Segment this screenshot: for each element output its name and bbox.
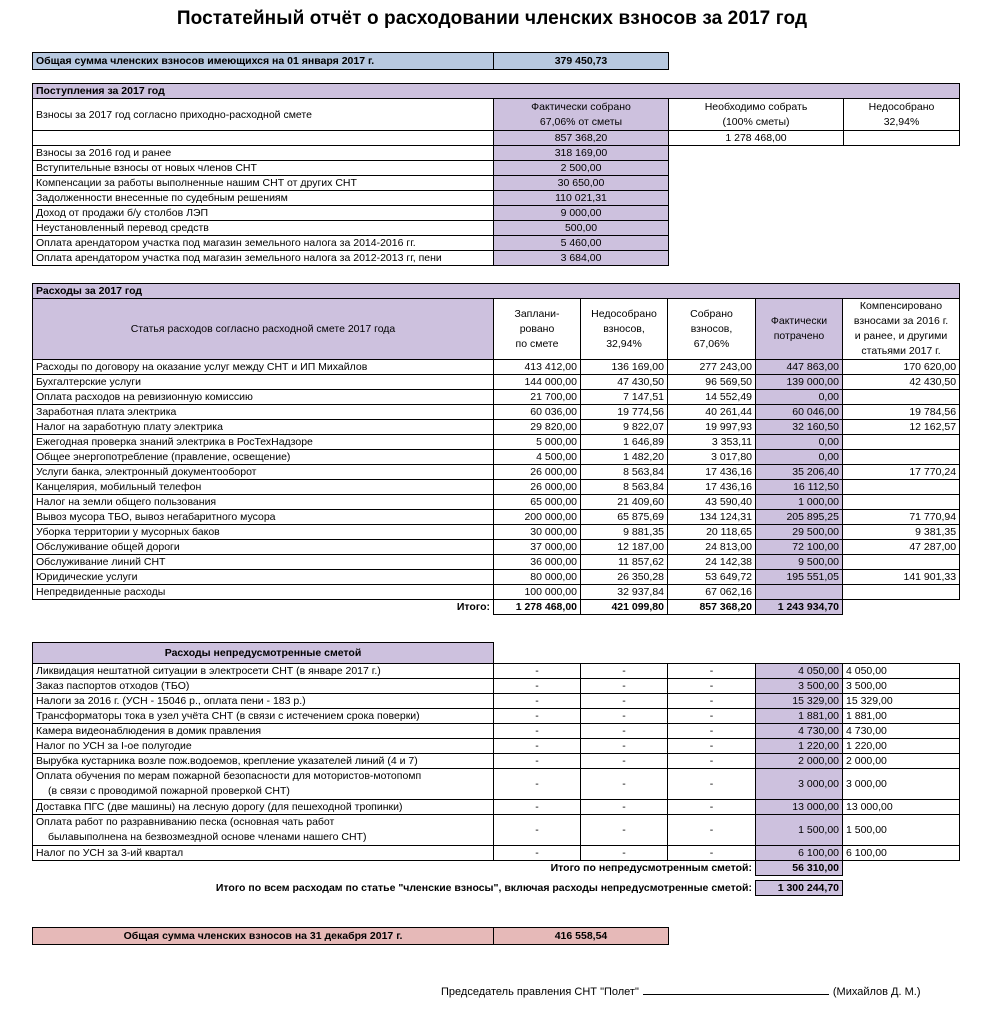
unforeseen-dash-2: - xyxy=(581,739,668,754)
unforeseen-label-line2: былавыполнена на безвозмездной основе членами нашего СНТ) xyxy=(48,831,367,843)
unforeseen-spent: 15 329,00 xyxy=(756,694,843,709)
expense-spent: 139 000,00 xyxy=(756,375,843,390)
expense-compensated: 19 784,56 xyxy=(843,405,960,420)
income-row xyxy=(33,146,960,161)
unforeseen-dash-1: - xyxy=(494,769,581,800)
expenses-header: Расходы за 2017 год xyxy=(33,284,960,299)
expense-planned: 80 000,00 xyxy=(494,570,581,585)
expense-planned: 36 000,00 xyxy=(494,555,581,570)
opening-balance-label: Общая сумма членских взносов имеющихся на 01 января 2017 г. xyxy=(33,53,494,70)
expense-collected: 3 017,80 xyxy=(668,450,756,465)
expense-uncollected: 26 350,28 xyxy=(581,570,668,585)
expense-compensated xyxy=(843,450,960,465)
expense-spent: 72 100,00 xyxy=(756,540,843,555)
expense-label: Уборка территории у мусорных баков xyxy=(33,525,494,540)
unforeseen-row xyxy=(33,815,960,846)
expense-uncollected: 21 409,60 xyxy=(581,495,668,510)
unforeseen-dash-3: - xyxy=(668,800,756,815)
expense-row xyxy=(33,420,960,435)
expense-planned: 65 000,00 xyxy=(494,495,581,510)
unforeseen-dash-1: - xyxy=(494,800,581,815)
unforeseen-dash-2: - xyxy=(581,846,668,861)
closing-balance-label: Общая сумма членских взносов на 31 декабря 2017 г. xyxy=(33,928,494,945)
expense-planned: 37 000,00 xyxy=(494,540,581,555)
unforeseen-label-line1: Камера видеонаблюдения в домик правления xyxy=(36,725,262,737)
income-row-label: Доход от продажи б/у столбов ЛЭП xyxy=(33,206,494,221)
signature-blank xyxy=(643,994,829,995)
expense-row xyxy=(33,585,960,600)
expense-row xyxy=(33,465,960,480)
unforeseen-spent: 2 000,00 xyxy=(756,754,843,769)
expense-row xyxy=(33,495,960,510)
expense-compensated: 141 901,33 xyxy=(843,570,960,585)
expense-compensated: 42 430,50 xyxy=(843,375,960,390)
closing-balance-table xyxy=(32,927,669,945)
expense-collected: 277 243,00 xyxy=(668,360,756,375)
income-row xyxy=(33,191,960,206)
expense-spent: 9 500,00 xyxy=(756,555,843,570)
unforeseen-row xyxy=(33,800,960,815)
unforeseen-dash-2: - xyxy=(581,769,668,800)
expense-spent: 205 895,25 xyxy=(756,510,843,525)
income-uncollected-header: Недособрано 32,94% xyxy=(844,99,960,131)
unforeseen-dash-3: - xyxy=(668,664,756,679)
unforeseen-label-line2: (в связи с проводимой пожарной проверкой СНТ) xyxy=(48,785,290,797)
expense-collected: 17 436,16 xyxy=(668,480,756,495)
expense-spent: 447 863,00 xyxy=(756,360,843,375)
expense-spent: 0,00 xyxy=(756,450,843,465)
expense-spent xyxy=(756,585,843,600)
expense-uncollected: 12 187,00 xyxy=(581,540,668,555)
expense-spent: 16 112,50 xyxy=(756,480,843,495)
unforeseen-row xyxy=(33,664,960,679)
expense-compensated xyxy=(843,495,960,510)
unforeseen-compensated: 13 000,00 xyxy=(843,800,960,815)
expense-collected: 14 552,49 xyxy=(668,390,756,405)
income-row-value: 30 650,00 xyxy=(494,176,669,191)
unforeseen-label xyxy=(33,709,494,724)
unforeseen-row xyxy=(33,846,960,861)
expense-row xyxy=(33,540,960,555)
income-row-value: 500,00 xyxy=(494,221,669,236)
expenses-col-article: Статья расходов согласно расходной смете 2017 года xyxy=(33,299,494,360)
expense-uncollected: 32 937,84 xyxy=(581,585,668,600)
expense-compensated xyxy=(843,585,960,600)
unforeseen-dash-3: - xyxy=(668,754,756,769)
expense-collected: 53 649,72 xyxy=(668,570,756,585)
expense-row xyxy=(33,510,960,525)
closing-balance-value: 416 558,54 xyxy=(494,928,669,945)
unforeseen-label xyxy=(33,815,494,846)
expense-uncollected: 8 563,84 xyxy=(581,465,668,480)
unforeseen-dash-3: - xyxy=(668,815,756,846)
expense-row xyxy=(33,390,960,405)
expense-label: Вывоз мусора ТБО, вывоз негабаритного мусора xyxy=(33,510,494,525)
expenses-total-label: Итого: xyxy=(456,601,490,614)
expense-spent: 32 160,50 xyxy=(756,420,843,435)
unforeseen-label-line1: Трансформаторы тока в узел учёта СНТ (в связи с истечением срока поверки) xyxy=(36,710,420,722)
expense-collected: 40 261,44 xyxy=(668,405,756,420)
unforeseen-dash-3: - xyxy=(668,724,756,739)
unforeseen-label xyxy=(33,800,494,815)
income-row xyxy=(33,236,960,251)
page-title: Постатейный отчёт о расходовании членских взносов за 2017 год xyxy=(176,8,808,29)
income-row-value: 5 460,00 xyxy=(494,236,669,251)
unforeseen-compensated: 6 100,00 xyxy=(843,846,960,861)
unforeseen-spent: 3 000,00 xyxy=(756,769,843,800)
expense-planned: 26 000,00 xyxy=(494,465,581,480)
unforeseen-label-line1: Заказ паспортов отходов (ТБО) xyxy=(36,680,190,692)
income-table xyxy=(32,83,960,266)
signature-name: (Михайлов Д. М.) xyxy=(832,986,921,998)
expense-label: Ежегодная проверка знаний электрика в РосТехНадзоре xyxy=(33,435,494,450)
expense-label: Бухгалтерские услуги xyxy=(33,375,494,390)
expense-uncollected: 9 822,07 xyxy=(581,420,668,435)
income-row-label: Неустановленный перевод средств xyxy=(33,221,494,236)
expense-planned: 60 036,00 xyxy=(494,405,581,420)
expense-collected: 67 062,16 xyxy=(668,585,756,600)
unforeseen-dash-1: - xyxy=(494,724,581,739)
expense-compensated xyxy=(843,435,960,450)
income-main-required: 1 278 468,00 xyxy=(669,131,844,146)
income-row xyxy=(33,176,960,191)
expenses-total-spent: 1 243 934,70 xyxy=(756,600,843,615)
expense-row xyxy=(33,375,960,390)
expense-uncollected: 11 857,62 xyxy=(581,555,668,570)
expenses-total-collected: 857 368,20 xyxy=(668,600,756,615)
unforeseen-label xyxy=(33,724,494,739)
expense-spent: 1 000,00 xyxy=(756,495,843,510)
unforeseen-compensated: 1 500,00 xyxy=(843,815,960,846)
expense-label: Непредвиденные расходы xyxy=(33,585,494,600)
unforeseen-dash-1: - xyxy=(494,664,581,679)
unforeseen-label xyxy=(33,846,494,861)
unforeseen-compensated: 3 000,00 xyxy=(843,769,960,800)
expenses-col-collected: Собрано взносов, 67,06% xyxy=(668,299,756,360)
unforeseen-dash-1: - xyxy=(494,709,581,724)
expense-label: Общее энергопотребление (правление, освещение) xyxy=(33,450,494,465)
unforeseen-dash-2: - xyxy=(581,694,668,709)
expense-label: Налог на земли общего пользования xyxy=(33,495,494,510)
unforeseen-label-line1: Налоги за 2016 г. (УСН - 15046 р., оплата пени - 183 р.) xyxy=(36,695,306,707)
unforeseen-dash-1: - xyxy=(494,815,581,846)
opening-balance-value: 379 450,73 xyxy=(494,53,669,70)
expenses-total-planned: 1 278 468,00 xyxy=(494,600,581,615)
unforeseen-label-line1: Доставка ПГС (две машины) на лесную дорогу (для пешеходной тропинки) xyxy=(36,801,403,813)
expense-collected: 17 436,16 xyxy=(668,465,756,480)
expense-collected: 43 590,40 xyxy=(668,495,756,510)
unforeseen-compensated: 2 000,00 xyxy=(843,754,960,769)
unforeseen-dash-1: - xyxy=(494,679,581,694)
unforeseen-dash-2: - xyxy=(581,815,668,846)
expense-planned: 200 000,00 xyxy=(494,510,581,525)
expense-planned: 26 000,00 xyxy=(494,480,581,495)
expense-label: Канцелярия, мобильный телефон xyxy=(33,480,494,495)
income-row-label: Взносы за 2016 год и ранее xyxy=(33,146,494,161)
expense-uncollected: 9 881,35 xyxy=(581,525,668,540)
unforeseen-spent: 13 000,00 xyxy=(756,800,843,815)
expense-planned: 21 700,00 xyxy=(494,390,581,405)
income-row xyxy=(33,221,960,236)
grand-total-label: Итого по всем расходам по статье "членские взносы", включая расходы непредусмотренные сметой: xyxy=(215,882,752,894)
unforeseen-compensated: 4 050,00 xyxy=(843,664,960,679)
income-row-label: Вступительные взносы от новых членов СНТ xyxy=(33,161,494,176)
unforeseen-table xyxy=(32,642,960,896)
expenses-col-planned: Заплани- ровано по смете xyxy=(494,299,581,360)
expenses-col-spent: Фактически потрачено xyxy=(756,299,843,360)
expense-collected: 134 124,31 xyxy=(668,510,756,525)
expense-compensated: 12 162,57 xyxy=(843,420,960,435)
expense-uncollected: 8 563,84 xyxy=(581,480,668,495)
unforeseen-dash-3: - xyxy=(668,679,756,694)
unforeseen-row xyxy=(33,724,960,739)
income-row-value: 318 169,00 xyxy=(494,146,669,161)
expense-compensated: 170 620,00 xyxy=(843,360,960,375)
unforeseen-header: Расходы непредусмотренные сметой xyxy=(33,643,494,664)
expense-spent: 60 046,00 xyxy=(756,405,843,420)
expenses-col-compensated: Компенсировано взносами за 2016 г. и ранее, и другими статьями 2017 г. xyxy=(843,299,960,360)
expense-uncollected: 19 774,56 xyxy=(581,405,668,420)
income-main-collected: 857 368,20 xyxy=(494,131,669,146)
expense-spent: 0,00 xyxy=(756,390,843,405)
grand-total-value: 1 300 244,70 xyxy=(756,881,843,896)
unforeseen-row xyxy=(33,769,960,800)
unforeseen-row xyxy=(33,709,960,724)
unforeseen-label-line1: Ликвидация нештатной ситуации в электросети СНТ (в январе 2017 г.) xyxy=(36,665,381,677)
income-required-header: Необходимо собрать (100% сметы) xyxy=(669,99,844,131)
unforeseen-spent: 4 730,00 xyxy=(756,724,843,739)
unforeseen-dash-2: - xyxy=(581,800,668,815)
income-collected-header: Фактически собрано 67,06% от сметы xyxy=(494,99,669,131)
unforeseen-dash-3: - xyxy=(668,739,756,754)
income-row xyxy=(33,206,960,221)
unforeseen-label-line1: Налог по УСН за I-ое полугодие xyxy=(36,740,192,752)
expense-label: Заработная плата электрика xyxy=(33,405,494,420)
unforeseen-spent: 4 050,00 xyxy=(756,664,843,679)
unforeseen-label xyxy=(33,664,494,679)
unforeseen-spent: 1 881,00 xyxy=(756,709,843,724)
income-row-label: Оплата арендатором участка под магазин земельного налога за 2012-2013 гг, пени xyxy=(33,251,494,266)
expense-compensated: 47 287,00 xyxy=(843,540,960,555)
expense-planned: 5 000,00 xyxy=(494,435,581,450)
expense-compensated: 9 381,35 xyxy=(843,525,960,540)
expense-spent: 0,00 xyxy=(756,435,843,450)
unforeseen-dash-2: - xyxy=(581,664,668,679)
expense-compensated xyxy=(843,480,960,495)
unforeseen-spent: 3 500,00 xyxy=(756,679,843,694)
expense-collected: 19 997,93 xyxy=(668,420,756,435)
unforeseen-row xyxy=(33,679,960,694)
unforeseen-label-line1: Вырубка кустарника возле пож.водоемов, крепление указателей линий (4 и 7) xyxy=(36,755,418,767)
unforeseen-spent: 1 220,00 xyxy=(756,739,843,754)
opening-balance-table xyxy=(32,52,669,70)
unforeseen-label xyxy=(33,694,494,709)
unforeseen-row xyxy=(33,694,960,709)
expense-spent: 195 551,05 xyxy=(756,570,843,585)
income-row-value: 2 500,00 xyxy=(494,161,669,176)
unforeseen-dash-3: - xyxy=(668,846,756,861)
unforeseen-dash-3: - xyxy=(668,769,756,800)
expense-row xyxy=(33,555,960,570)
expense-uncollected: 47 430,50 xyxy=(581,375,668,390)
expenses-table xyxy=(32,283,960,615)
unforeseen-dash-1: - xyxy=(494,846,581,861)
expense-planned: 100 000,00 xyxy=(494,585,581,600)
expense-collected: 24 142,38 xyxy=(668,555,756,570)
unforeseen-total-value: 56 310,00 xyxy=(756,861,843,876)
unforeseen-row xyxy=(33,754,960,769)
expense-collected: 20 118,65 xyxy=(668,525,756,540)
unforeseen-label xyxy=(33,754,494,769)
unforeseen-compensated: 1 220,00 xyxy=(843,739,960,754)
income-header: Поступления за 2017 год xyxy=(33,84,960,99)
unforeseen-dash-2: - xyxy=(581,709,668,724)
expense-label: Обслуживание линий СНТ xyxy=(33,555,494,570)
income-row xyxy=(33,251,960,266)
income-row-value: 9 000,00 xyxy=(494,206,669,221)
unforeseen-dash-3: - xyxy=(668,694,756,709)
unforeseen-spent: 1 500,00 xyxy=(756,815,843,846)
expense-planned: 30 000,00 xyxy=(494,525,581,540)
unforeseen-label-line1: Оплата работ по разравниванию песка (основная чать работ xyxy=(36,816,335,828)
expense-uncollected: 1 482,20 xyxy=(581,450,668,465)
expense-row xyxy=(33,450,960,465)
unforeseen-row xyxy=(33,739,960,754)
expense-planned: 4 500,00 xyxy=(494,450,581,465)
signature-prefix: Председатель правления СНТ "Полет" xyxy=(441,986,639,998)
expense-label: Услуги банка, электронный документооборот xyxy=(33,465,494,480)
expense-label: Юридические услуги xyxy=(33,570,494,585)
unforeseen-total-label: Итого по непредусмотренным сметой: xyxy=(550,862,752,875)
signature-line xyxy=(441,986,921,998)
expense-compensated xyxy=(843,390,960,405)
unforeseen-dash-2: - xyxy=(581,679,668,694)
expense-compensated: 71 770,94 xyxy=(843,510,960,525)
income-main-label: Взносы за 2017 год согласно приходно-расходной смете xyxy=(33,99,494,131)
unforeseen-spent: 6 100,00 xyxy=(756,846,843,861)
income-row-label: Оплата арендатором участка под магазин земельного налога за 2014-2016 гг. xyxy=(33,236,494,251)
expense-planned: 144 000,00 xyxy=(494,375,581,390)
expense-row xyxy=(33,480,960,495)
income-row-label: Компенсации за работы выполненные нашим СНТ от других СНТ xyxy=(33,176,494,191)
expense-collected: 96 569,50 xyxy=(668,375,756,390)
unforeseen-label-line1: Оплата обучения по мерам пожарной безопасности для мотористов-мотопомп xyxy=(36,770,422,782)
expense-label: Обслуживание общей дороги xyxy=(33,540,494,555)
expenses-col-uncollected: Недособрано взносов, 32,94% xyxy=(581,299,668,360)
unforeseen-compensated: 1 881,00 xyxy=(843,709,960,724)
income-row-label: Задолженности внесенные по судебным решениям xyxy=(33,191,494,206)
expense-row xyxy=(33,435,960,450)
expense-uncollected: 1 646,89 xyxy=(581,435,668,450)
expense-collected: 3 353,11 xyxy=(668,435,756,450)
expense-planned: 29 820,00 xyxy=(494,420,581,435)
expense-uncollected: 65 875,69 xyxy=(581,510,668,525)
unforeseen-label xyxy=(33,769,494,800)
expense-uncollected: 136 169,00 xyxy=(581,360,668,375)
expense-label: Налог на заработную плату электрика xyxy=(33,420,494,435)
unforeseen-label xyxy=(33,739,494,754)
expense-collected: 24 813,00 xyxy=(668,540,756,555)
expense-compensated: 17 770,24 xyxy=(843,465,960,480)
unforeseen-dash-2: - xyxy=(581,724,668,739)
expense-planned: 413 412,00 xyxy=(494,360,581,375)
unforeseen-dash-1: - xyxy=(494,754,581,769)
expenses-total-uncollected: 421 099,80 xyxy=(581,600,668,615)
expense-row xyxy=(33,570,960,585)
unforeseen-dash-1: - xyxy=(494,739,581,754)
expense-spent: 29 500,00 xyxy=(756,525,843,540)
unforeseen-label-line1: Налог по УСН за 3-ий квартал xyxy=(36,847,184,859)
unforeseen-label xyxy=(33,679,494,694)
unforeseen-compensated: 4 730,00 xyxy=(843,724,960,739)
expense-row xyxy=(33,405,960,420)
unforeseen-compensated: 15 329,00 xyxy=(843,694,960,709)
unforeseen-dash-2: - xyxy=(581,754,668,769)
expense-label: Расходы по договору на оказание услуг между СНТ и ИП Михайлов xyxy=(33,360,494,375)
unforeseen-dash-1: - xyxy=(494,694,581,709)
income-row-value: 110 021,31 xyxy=(494,191,669,206)
income-row-value: 3 684,00 xyxy=(494,251,669,266)
expense-row xyxy=(33,525,960,540)
unforeseen-dash-3: - xyxy=(668,709,756,724)
expense-row xyxy=(33,360,960,375)
unforeseen-compensated: 3 500,00 xyxy=(843,679,960,694)
expense-uncollected: 7 147,51 xyxy=(581,390,668,405)
income-row xyxy=(33,161,960,176)
expense-label: Оплата расходов на ревизионную комиссию xyxy=(33,390,494,405)
expense-compensated xyxy=(843,555,960,570)
expense-spent: 35 206,40 xyxy=(756,465,843,480)
